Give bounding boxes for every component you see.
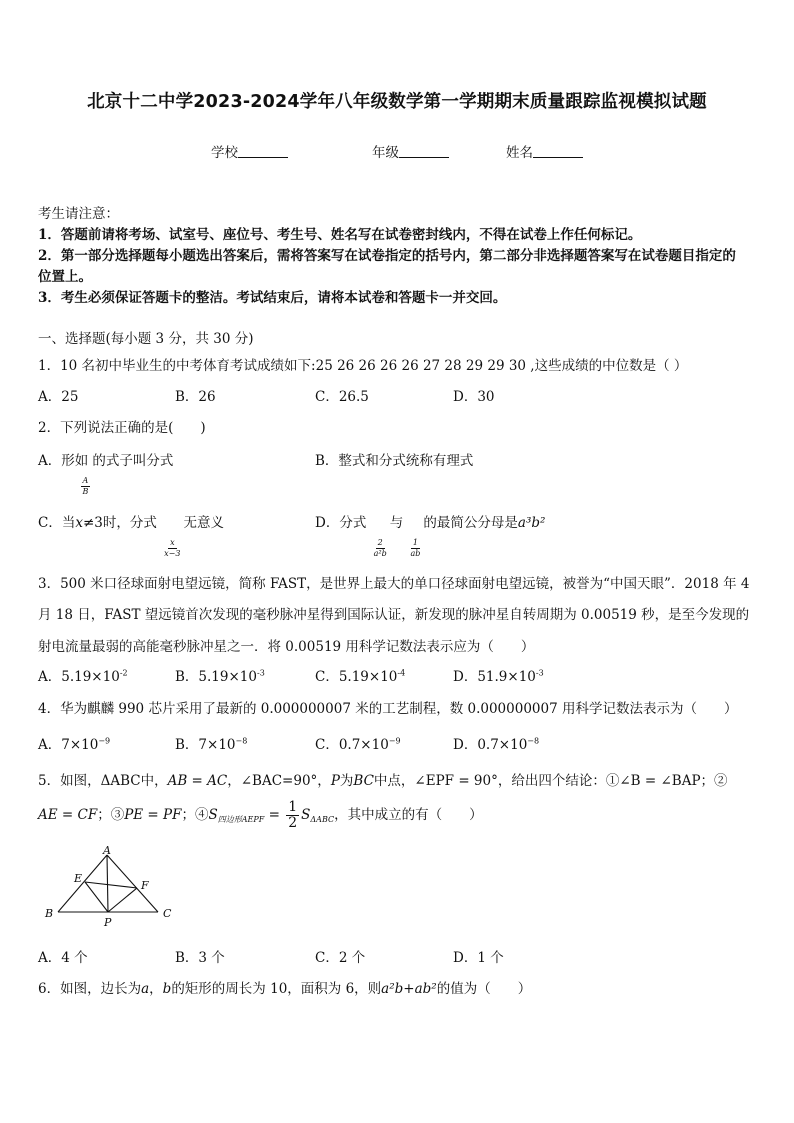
q3-a-base: A．5.19×10 (38, 669, 120, 685)
q5-option-c: C．2 个 (315, 950, 366, 966)
q6-comma: ， (149, 981, 163, 997)
q6-post: 的值为（ ） (436, 981, 532, 997)
q2-d1-denominator: a²b (373, 549, 387, 558)
q3-d-exp: -3 (535, 668, 544, 678)
name-blank (533, 144, 583, 158)
q2-c-pre: C．当 (38, 515, 76, 531)
fig-label-c: C (163, 907, 172, 920)
q2-option-a (38, 449, 173, 497)
q6-var-b: b (162, 981, 172, 997)
q6-mid: 的矩形的周长为 10，面积为 6，则 (171, 981, 382, 997)
q4-option-b (175, 733, 247, 753)
q2-a-pre: A．形如 (38, 453, 89, 469)
q4-b-base: B．7×10 (175, 737, 236, 753)
q5-half-fraction (286, 800, 299, 831)
q2-d-mid: 与 (389, 515, 404, 531)
q4-d-base: D．0.7×10 (453, 737, 528, 753)
q2-d2-numerator: 1 (412, 538, 419, 547)
fig-label-a: A (103, 845, 111, 857)
q2-d1-numerator: 2 (377, 538, 383, 547)
q5-triangle-figure (40, 845, 180, 930)
note-2b: 位置上。 (38, 269, 92, 285)
q2-d-pre: D．分式 (315, 515, 367, 531)
q2-a-numerator: A (82, 476, 89, 485)
q2-d-answer: a³b² (517, 515, 546, 531)
q5-half-den: 2 (288, 815, 298, 831)
q2-a-denominator: B (82, 487, 89, 496)
q4-d-exp: −8 (527, 736, 540, 746)
notes-heading: 考生请注意： (38, 206, 119, 222)
fig-edge-ef (85, 882, 137, 888)
q5-l1-f: BC (353, 773, 374, 789)
q5-l2-c: PE = PF (124, 807, 182, 823)
q3-c-base: C．5.19×10 (315, 669, 398, 685)
school-field (211, 141, 288, 161)
q2-d2-denominator: ab (410, 549, 421, 558)
q5-l1-e: 为 (339, 773, 354, 789)
q5-equals: = (264, 807, 285, 823)
q4-option-c (315, 733, 401, 753)
q2-option-b: B．整式和分式统称有理式 (315, 453, 474, 469)
q3-b-base: B．5.19×10 (175, 669, 257, 685)
q1-option-b: B．26 (175, 389, 216, 405)
q2-a-post: 的式子叫分式 (92, 453, 174, 469)
q4-stem: 4．华为麒麟 990 芯片采用了最新的 0.000000007 米的工艺制程，数 0.000000007 用科学记数法表示为（ ） (38, 701, 738, 717)
q2-option-c (38, 511, 224, 559)
name-label: 姓名 (506, 145, 533, 161)
q5-l2-a: AE = CF (38, 807, 98, 823)
fig-label-b: B (45, 907, 54, 920)
q5-l1-g: 中点，∠EPF = 90°，给出四个结论：①∠B = ∠BAP；② (373, 773, 728, 789)
q5-l2-b: ；③ (97, 807, 125, 823)
fig-edge-ap (107, 855, 108, 912)
page-title: 北京十二中学2023-2024学年八年级数学第一学期期末质量跟踪监视模拟试题 (87, 92, 707, 112)
grade-blank (399, 144, 449, 158)
q5-half-num: 1 (288, 799, 298, 815)
q5-l1-d: P (330, 773, 340, 789)
fig-label-e: E (74, 872, 83, 885)
q5-area-sub2: ΔABC (310, 815, 335, 824)
q2-d-fraction-2 (410, 538, 422, 559)
note-2a: 2．第一部分选择题每小题选出答案后，需将答案写在试卷指定的括号内，第二部分非选择题答案写在试卷题目指定的 (38, 248, 736, 264)
q5-area-s1: S (208, 807, 218, 823)
school-label: 学校 (211, 145, 238, 161)
q3-option-d (453, 665, 544, 685)
q5-line-2 (38, 800, 483, 831)
q3-option-b (175, 665, 265, 685)
fig-label-p: P (104, 916, 112, 929)
q4-a-base: A．7×10 (38, 737, 99, 753)
q3-c-exp: -4 (397, 668, 406, 678)
school-blank (238, 144, 288, 158)
q2-option-d (315, 511, 545, 559)
q5-l1-a: 5．如图，ΔABC中， (38, 773, 168, 789)
q4-option-a (38, 733, 110, 753)
fig-edge-fp (108, 888, 137, 912)
grade-label: 年级 (372, 145, 399, 161)
q4-c-base: C．0.7×10 (315, 737, 389, 753)
q3-a-exp: -2 (119, 668, 128, 678)
q5-area-sub1: 四边形AEPF (217, 815, 265, 824)
q4-a-exp: −9 (98, 736, 111, 746)
q3-b-exp: -3 (256, 668, 265, 678)
q5-l2-e: ，其中成立的有（ ） (334, 807, 483, 823)
q2-d-fraction-1 (373, 538, 388, 559)
fig-edge-ep (85, 882, 108, 912)
fig-label-f: F (141, 879, 149, 892)
fig-edge-ac (107, 855, 158, 912)
q3-option-a (38, 665, 128, 685)
grade-field (372, 141, 449, 161)
q5-option-b: B．3 个 (175, 950, 225, 966)
q4-option-d (453, 733, 539, 753)
q2-c-fraction (163, 538, 181, 559)
q6-var-a: a (141, 981, 150, 997)
q3-option-c (315, 665, 405, 685)
q3-line-2: 月 18 日，FAST 望远镜首次发现的毫秒脉冲星得到国际认证，新发现的脉冲星自转周期为 0.00519 秒，是至今发现的 (38, 607, 750, 623)
q2-c-denominator: x−3 (164, 549, 181, 558)
q2-d-post: 的最简公分母是 (423, 515, 518, 531)
section-heading: 一、选择题(每小题 3 分，共 30 分) (38, 331, 254, 347)
q3-line-1: 3．500 米口径球面射电望远镜，简称 FAST，是世界上最大的单口径球面射电望远镜，被誉为“中国天眼”．2018 年 4 (38, 576, 750, 592)
q6-expression: a²b+ab² (381, 981, 437, 997)
q2-a-fraction (81, 476, 91, 497)
q2-c-mid: ≠3时，分式 (82, 515, 157, 531)
q1-option-c: C．26.5 (315, 389, 369, 405)
q1-stem: 1．10 名初中毕业生的中考体育考试成绩如下:25 26 26 26 26 27 28 29 29 30 ,这些成绩的中位数是（ ） (38, 358, 688, 374)
note-3: 3．考生必须保证答题卡的整洁。考试结束后，请将本试卷和答题卡一并交回。 (38, 290, 507, 306)
q1-option-d: D．30 (453, 389, 495, 405)
q3-line-3: 射电流量最弱的高能毫秒脉冲星之一．将 0.00519 用科学记数法表示应为（ ） (38, 639, 535, 655)
name-field (506, 141, 583, 161)
q5-line-1 (38, 769, 728, 789)
q2-c-post: 无意义 (183, 515, 224, 531)
q4-b-exp: −8 (235, 736, 248, 746)
q5-l1-b: AB = AC (167, 773, 228, 789)
q5-option-d: D．1 个 (453, 950, 504, 966)
q6-pre: 6．如图，边长为 (38, 981, 142, 997)
q1-option-a: A．25 (38, 389, 79, 405)
q4-c-exp: −9 (388, 736, 401, 746)
q5-l2-d: ；④ (181, 807, 209, 823)
q6-stem (38, 977, 531, 997)
q5-option-a: A．4 个 (38, 950, 88, 966)
q5-l1-c: ，∠BAC=90°， (227, 773, 331, 789)
q3-d-base: D．51.9×10 (453, 669, 536, 685)
q5-area-s2: S (301, 807, 311, 823)
q2-stem: 2．下列说法正确的是( ) (38, 420, 206, 436)
note-1: 1．答题前请将考场、试室号、座位号、考生号、姓名写在试卷密封线内，不得在试卷上作任何标记。 (38, 227, 642, 243)
q2-c-var: x (75, 515, 83, 531)
q2-c-numerator: x (170, 538, 175, 547)
